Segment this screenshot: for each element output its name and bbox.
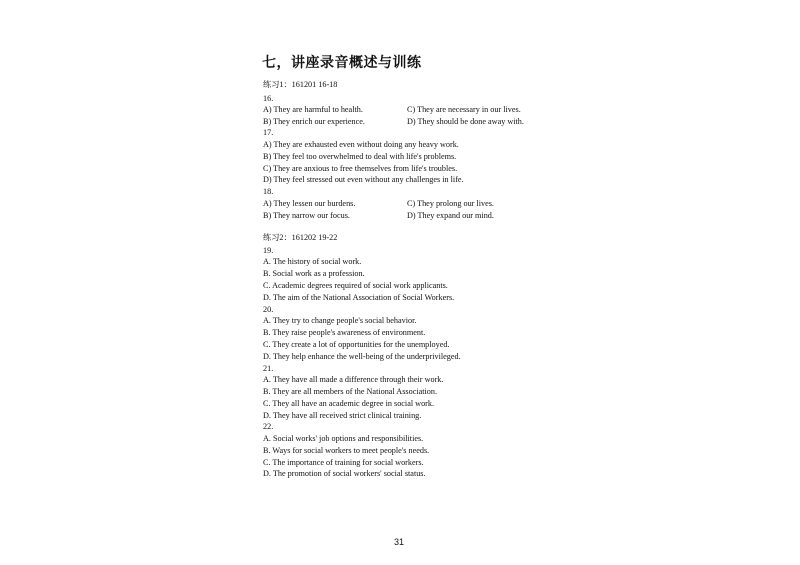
question-17-option-d: D) They feel stressed out even without any challenges in life.: [263, 175, 464, 184]
question-18-option-b: B) They narrow our focus.: [263, 211, 350, 220]
question-19-number: 19.: [263, 246, 274, 255]
question-21-option-d: D. They have all received strict clinical training.: [263, 411, 422, 420]
question-17-option-c: C) They are anxious to free themselves from life's troubles.: [263, 164, 458, 173]
question-22-option-c: C. The importance of training for social workers.: [263, 458, 424, 467]
question-20-option-a: A. They try to change people's social behavior.: [263, 316, 417, 325]
question-17-option-a: A) They are exhausted even without doing any heavy work.: [263, 140, 459, 149]
question-22-number: 22.: [263, 422, 274, 431]
question-21-number: 21.: [263, 364, 274, 373]
exercise-2-header: 练习2：161202 19-22: [263, 233, 338, 242]
question-16-option-a: A) They are harmful to health.: [263, 105, 363, 114]
question-17-number: 17.: [263, 128, 274, 137]
question-21-option-b: B. They are all members of the National Association.: [263, 387, 438, 396]
question-19-option-a: A. The history of social work.: [263, 257, 362, 266]
question-20-number: 20.: [263, 305, 274, 314]
question-20-option-c: C. They create a lot of opportunities for the unemployed.: [263, 340, 450, 349]
question-16-option-b: B) They enrich our experience.: [263, 117, 365, 126]
question-21-option-c: C. They all have an academic degree in social work.: [263, 399, 435, 408]
question-18-option-c: C) They prolong our lives.: [407, 199, 494, 208]
question-19-option-b: B. Social work as a profession.: [263, 269, 365, 278]
question-20-option-b: B. They raise people's awareness of environment.: [263, 328, 426, 337]
question-19-option-c: C. Academic degrees required of social work applicants.: [263, 281, 448, 290]
exercise-1-header: 练习1：161201 16-18: [263, 80, 338, 89]
section-title: 七，讲座录音概述与训练: [262, 56, 422, 71]
question-19-option-d: D. The aim of the National Association of Social Workers.: [263, 293, 455, 302]
question-18-number: 18.: [263, 187, 274, 196]
page-number: 31: [394, 537, 405, 547]
question-16-number: 16.: [263, 94, 274, 103]
question-16-option-c: C) They are necessary in our lives.: [407, 105, 521, 114]
question-17-option-b: B) They feel too overwhelmed to deal with life's problems.: [263, 152, 457, 161]
question-21-option-a: A. They have all made a difference through their work.: [263, 375, 444, 384]
question-22-option-b: B. Ways for social workers to meet people's needs.: [263, 446, 430, 455]
question-18-option-a: A) They lessen our burdens.: [263, 199, 356, 208]
question-22-option-a: A. Social works' job options and responsibilities.: [263, 434, 424, 443]
question-22-option-d: D. The promotion of social workers' social status.: [263, 469, 426, 478]
question-20-option-d: D. They help enhance the well-being of the underprivileged.: [263, 352, 461, 361]
question-16-option-d: D) They should be done away with.: [407, 117, 524, 126]
question-18-option-d: D) They expand our mind.: [407, 211, 494, 220]
